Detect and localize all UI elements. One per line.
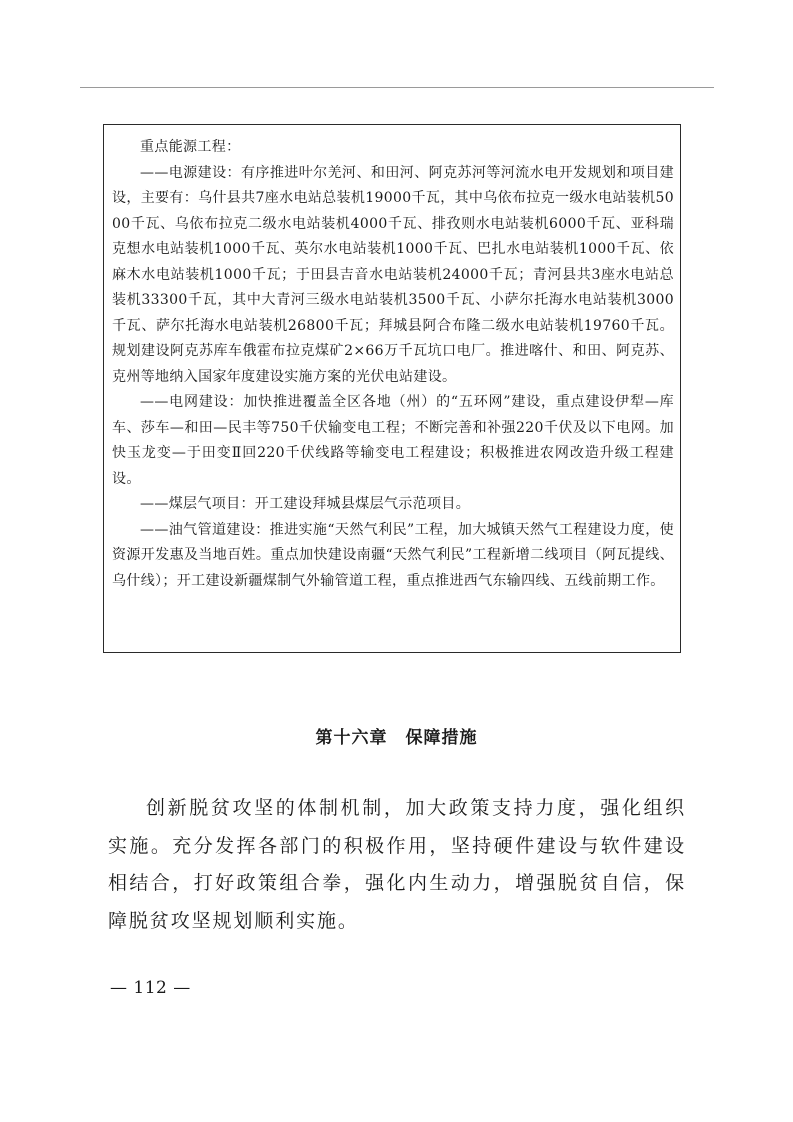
box-title: 重点能源工程： xyxy=(140,139,241,155)
oil-gas-pipeline-paragraph: ——油气管道建设：推进实施“天然气利民”工程，加大城镇天然气工程建设力度，使资源开发惠及当地百姓。重点加快建设南疆“天然气利民”工程新增二线项目（阿瓦提线、乌什线）；开工建设新疆煤制气外输管道工程，重点推进西气东输四线、五线前期工作。 xyxy=(112,521,674,589)
coalbed-methane-paragraph: ——煤层气项目：开工建设拜城县煤层气示范项目。 xyxy=(140,496,471,512)
body-paragraph: 创新脱贫攻坚的体制机制，加大政策支持力度，强化组织实施。充分发挥各部门的积极作用，坚持硬件建设与软件建设相结合，打好政策组合拳，强化内生动力，增强脱贫自信，保障脱贫攻坚规划顺利实施。 xyxy=(108,797,686,933)
header-rule xyxy=(80,87,714,88)
power-source-paragraph: ——电源建设：有序推进叶尔羌河、和田河、阿克苏河等河流水电开发规划和项目建设，主要有：乌什县共7座水电站总装机19000千瓦，其中乌依布拉克一级水电站装机5000千瓦、乌依布拉克二级水电站装机4000千瓦、排孜则水电站装机6000千瓦、亚科瑞克想水电站装机1000千瓦、英尔水电站装机1000千瓦、巴扎水电站装机1000千瓦、依麻木水电站装机1000千瓦；于田县吉音水电站装机24000千瓦；青河县共3座水电站总装机33300千瓦，其中大青河三级水电站装机3500千瓦、小萨尔托海水电站装机3000千瓦、萨尔托海水电站装机26800千瓦；拜城县阿合布隆二级水电站装机19760千瓦。规划建设阿克苏库车俄霍布拉克煤矿2×66万千瓦坑口电厂。推进喀什、和田、阿克苏、克州等地纳入国家年度建设实施方案的光伏电站建设。 xyxy=(112,164,674,385)
key-energy-projects-box xyxy=(103,124,681,653)
body-text xyxy=(108,790,686,941)
power-grid-paragraph: ——电网建设：加快推进覆盖全区各地（州）的“五环网”建设，重点建设伊犁—库车、莎车—和田—民丰等750千伏输变电工程；不断完善和补强220千伏及以下电网。加快玉龙变—于田变Ⅱ回220千伏线路等输变电工程建设；积极推进农网改造升级工程建设。 xyxy=(112,394,674,487)
page-number: — 112 — xyxy=(110,978,191,998)
chapter-title: 第十六章 保障措施 xyxy=(315,728,478,748)
